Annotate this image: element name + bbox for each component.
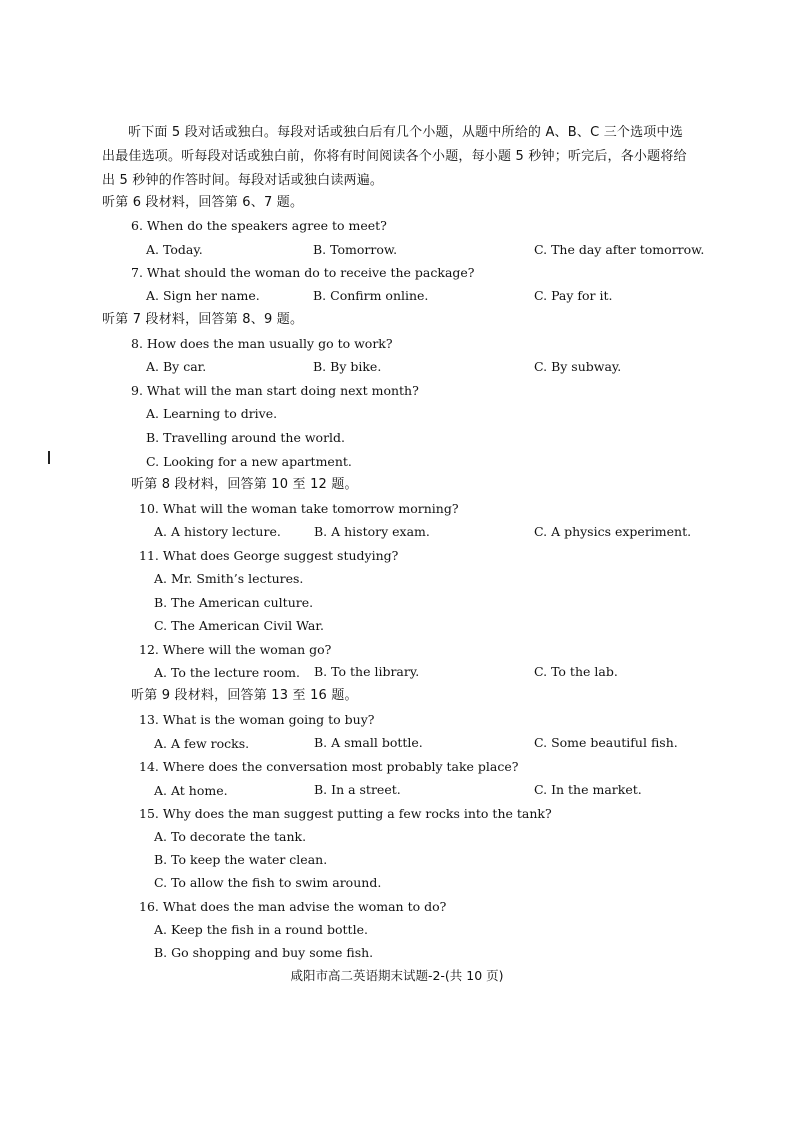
option-13b: B. A small bottle. — [314, 735, 423, 750]
option-14b: B. In a street. — [314, 782, 401, 797]
option-13a: A. A few rocks. — [154, 736, 250, 751]
option-7b: B. Confirm online. — [313, 288, 429, 303]
option-11b: B. The American culture. — [154, 595, 314, 610]
question-6: 6. When do the speakers agree to meet? — [131, 218, 387, 233]
margin-mark — [48, 451, 50, 464]
option-9a: A. Learning to drive. — [146, 406, 278, 421]
question-11: 11. What does George suggest studying? — [139, 548, 399, 563]
option-11a: A. Mr. Smith’s lectures. — [154, 571, 304, 586]
question-15: 15. Why does the man suggest putting a few rocks into the tank? — [139, 806, 552, 821]
option-8c: C. By subway. — [534, 359, 622, 374]
section-heading-6: 听第 6 段材料，回答第 6、7 题。 — [102, 195, 304, 210]
option-7a: A. Sign her name. — [146, 288, 260, 303]
intro-line-3: 出 5 秒钟的作答时间。每段对话或独白读两遍。 — [102, 173, 384, 188]
option-15c: C. To allow the fish to swim around. — [154, 875, 382, 890]
option-8b: B. By bike. — [313, 359, 382, 374]
option-6a: A. Today. — [146, 242, 203, 257]
option-12c: C. To the lab. — [534, 664, 618, 679]
question-12: 12. Where will the woman go? — [139, 642, 332, 657]
question-10: 10. What will the woman take tomorrow morning? — [139, 501, 459, 516]
option-7c: C. Pay for it. — [534, 288, 613, 303]
option-16b: B. Go shopping and buy some fish. — [154, 945, 374, 960]
section-heading-8: 听第 8 段材料，回答第 10 至 12 题。 — [131, 477, 358, 492]
option-10b: B. A history exam. — [314, 524, 430, 539]
option-15a: A. To decorate the tank. — [154, 829, 307, 844]
intro-line-2: 出最佳选项。听每段对话或独白前，你将有时间阅读各个小题，每小题 5 秒钟；听完后，各小题将给 — [102, 149, 687, 164]
option-10a: A. A history lecture. — [154, 524, 281, 539]
option-10c: C. A physics experiment. — [534, 524, 692, 539]
option-15b: B. To keep the water clean. — [154, 852, 328, 867]
option-8a: A. By car. — [146, 359, 207, 374]
option-12b: B. To the library. — [314, 664, 420, 679]
intro-line-1: 听下面 5 段对话或独白。每段对话或独白后有几个小题，从题中所给的 A、B、C 三个选项中选 — [128, 125, 683, 140]
question-16: 16. What does the man advise the woman to do? — [139, 899, 447, 914]
question-9: 9. What will the man start doing next month? — [131, 383, 419, 398]
option-6b: B. Tomorrow. — [313, 242, 398, 257]
option-14a: A. At home. — [154, 783, 228, 798]
option-6c: C. The day after tomorrow. — [534, 242, 705, 257]
option-9b: B. Travelling around the world. — [146, 430, 346, 445]
question-14: 14. Where does the conversation most probably take place? — [139, 759, 519, 774]
option-9c: C. Looking for a new apartment. — [146, 454, 352, 469]
section-heading-7: 听第 7 段材料，回答第 8、9 题。 — [102, 312, 304, 327]
option-11c: C. The American Civil War. — [154, 618, 324, 633]
option-13c: C. Some beautiful fish. — [534, 735, 678, 750]
option-12a: A. To the lecture room. — [154, 665, 300, 680]
option-14c: C. In the market. — [534, 782, 642, 797]
section-heading-9: 听第 9 段材料，回答第 13 至 16 题。 — [131, 688, 358, 703]
page-footer: 咸阳市高二英语期末试题-2-(共 10 页) — [290, 968, 504, 983]
question-7: 7. What should the woman do to receive the package? — [131, 265, 475, 280]
option-16a: A. Keep the fish in a round bottle. — [154, 922, 368, 937]
question-8: 8. How does the man usually go to work? — [131, 336, 393, 351]
question-13: 13. What is the woman going to buy? — [139, 712, 375, 727]
